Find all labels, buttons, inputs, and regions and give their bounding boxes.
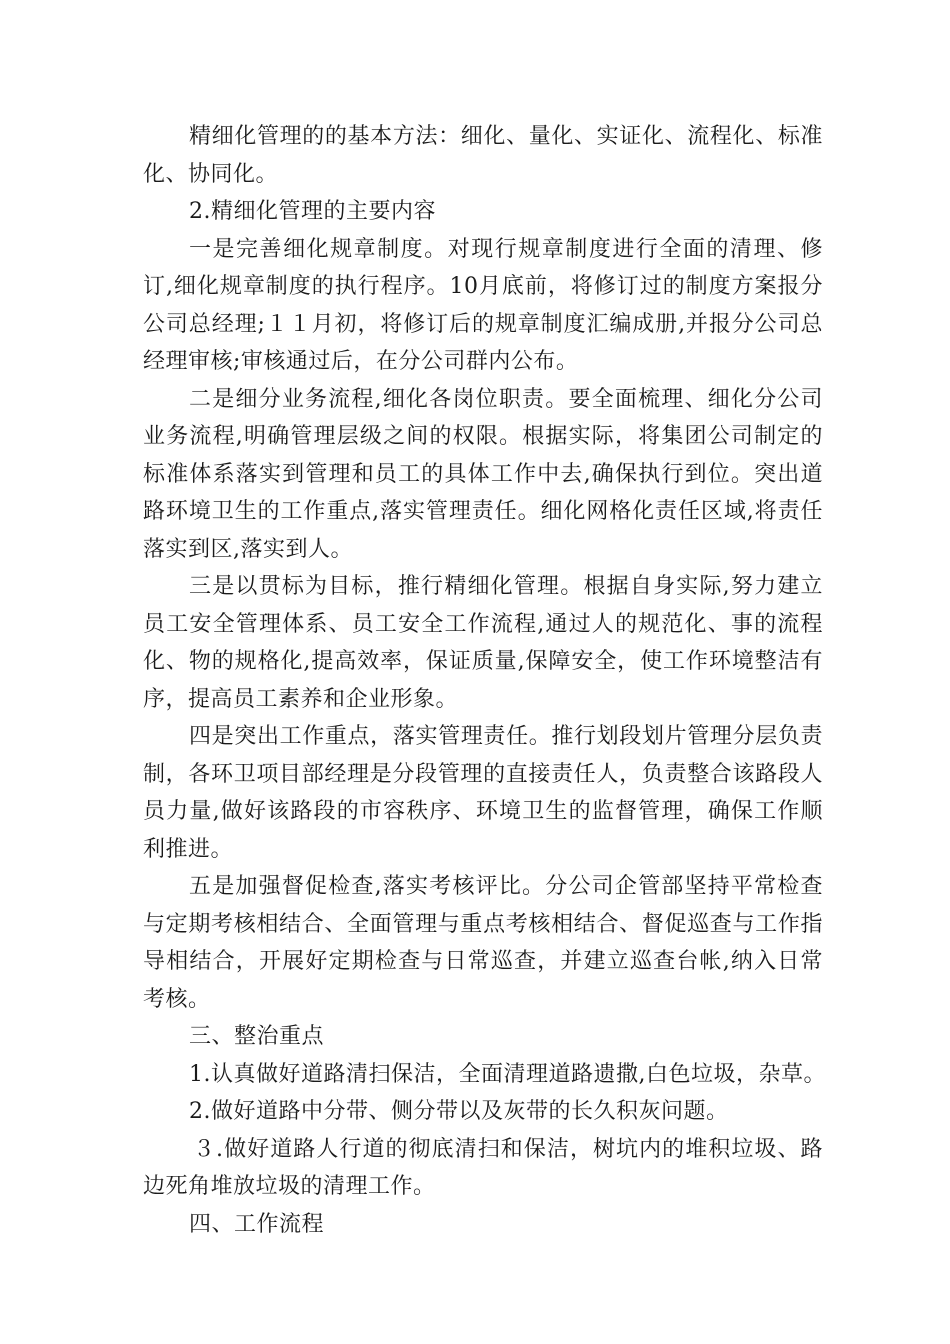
paragraph-item-4: 四是突出工作重点，落实管理责任。推行划段划片管理分层负责制，各环卫项目部经理是分段管理的直接责任人，负责整合该路段人员力量,做好该路段的市容秩序、环境卫生的监督管理，确保工作顺利推进。 — [143, 724, 823, 862]
list-item-1: 1.认真做好道路清扫保洁，全面清理道路遗撒,白色垃圾，杂草。 — [189, 1061, 826, 1087]
document-body — [143, 118, 826, 1243]
paragraph-item-5: 五是加强督促检查,落实考核评比。分公司企管部坚持平常检查与定期考核相结合、全面管理与重点考核相结合、督促巡查与工作指导相结合，开展好定期检查与日常巡查，并建立巡查台帐,纳入日常考核。 — [143, 874, 823, 1012]
list-item-3: ３.做好道路人行道的彻底清扫和保洁，树坑内的堆积垃圾、路边死角堆放垃圾的清理工作。 — [143, 1136, 823, 1199]
paragraph-item-2: 二是细分业务流程,细化各岗位职责。要全面梳理、细化分公司业务流程,明确管理层级之间的权限。根据实际，将集团公司制定的标准体系落实到管理和员工的具体工作中去,确保执行到位。突出道路环境卫生的工作重点,落实管理责任。细化网格化责任区域,将责任落实到区,落实到人。 — [143, 386, 823, 562]
heading-work-process: 四、工作流程 — [189, 1211, 325, 1237]
paragraph-item-3: 三是以贯标为目标，推行精细化管理。根据自身实际,努力建立员工安全管理体系、员工安全工作流程,通过人的规范化、事的流程化、物的规格化,提高效率，保证质量,保障安全，使工作环境整洁有序，提高员工素养和企业形象。 — [143, 574, 823, 712]
list-item-2: 2.做好道路中分带、侧分带以及灰带的长久积灰问题。 — [189, 1099, 729, 1124]
paragraph-item-1: 一是完善细化规章制度。对现行规章制度进行全面的清理、修订,细化规章制度的执行程序。10月底前，将修订过的制度方案报分公司总经理;１１月初，将修订后的规章制度汇编成册,并报分公司总经理审核;审核通过后，在分公司群内公布。 — [143, 236, 823, 374]
paragraph-basic-methods: 精细化管理的的基本方法：细化、量化、实证化、流程化、标准化、协同化。 — [143, 124, 823, 187]
heading-key-rectification: 三、整治重点 — [189, 1024, 325, 1049]
heading-main-content: 2.精细化管理的主要内容 — [189, 199, 436, 224]
